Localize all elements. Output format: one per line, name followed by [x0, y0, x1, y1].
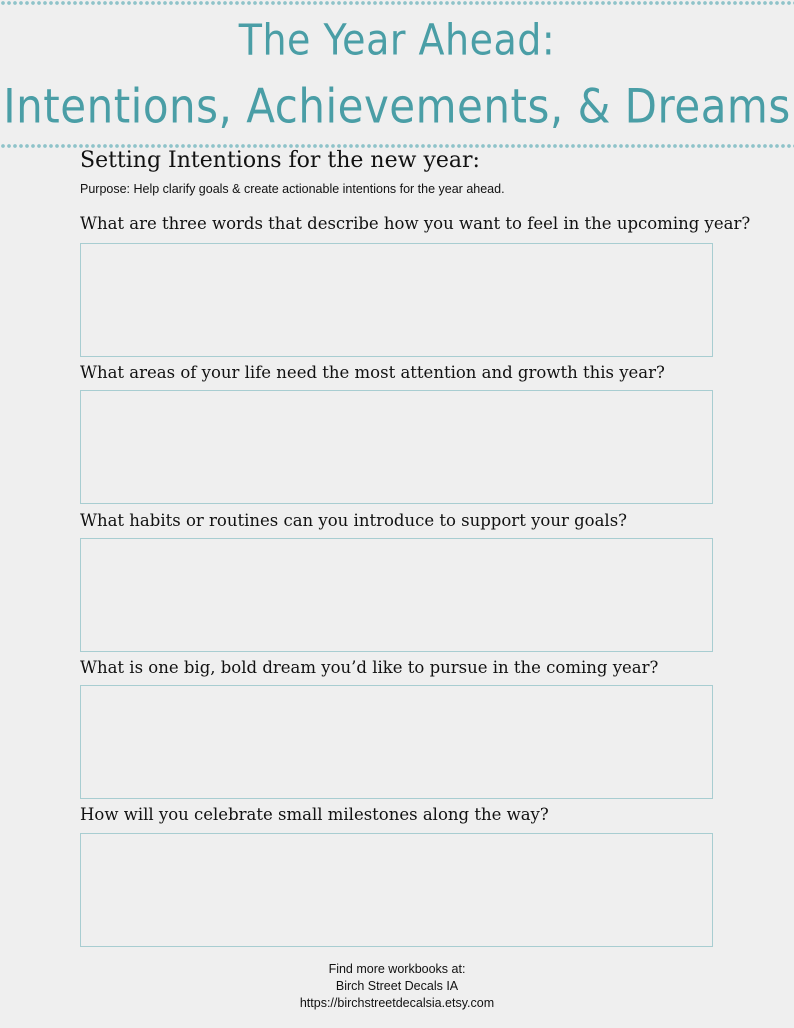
answer-box-3[interactable] [80, 538, 713, 652]
answer-box-2[interactable] [80, 390, 713, 504]
footer-shop-link[interactable]: https://birchstreetdecalsia.etsy.com [299, 996, 495, 1010]
question-2: What areas of your life need the most attention and growth this year? [80, 363, 665, 382]
answer-box-1[interactable] [80, 243, 713, 357]
question-5: How will you celebrate small milestones along the way? [80, 805, 549, 824]
question-4: What is one big, bold dream you’d like to pursue in the coming year? [80, 658, 659, 677]
footer-shop-name: Birch Street Decals IA [335, 979, 459, 993]
answer-box-4[interactable] [80, 685, 713, 799]
page-title-line-2: Intentions, Achievements, & Dreams [3, 79, 791, 134]
answer-box-5[interactable] [80, 833, 713, 947]
footer-line-1: Find more workbooks at: [328, 962, 466, 976]
question-3: What habits or routines can you introduce to support your goals? [80, 511, 628, 530]
top-dotted-divider [0, 1, 794, 5]
footer [0, 961, 794, 1012]
question-1: What are three words that describe how you want to feel in the upcoming year? [80, 214, 751, 233]
page-title-line-1: The Year Ahead: [238, 15, 556, 65]
section-heading: Setting Intentions for the new year: [80, 148, 480, 173]
purpose-text: Purpose: Help clarify goals & create actionable intentions for the year ahead. [80, 182, 505, 196]
